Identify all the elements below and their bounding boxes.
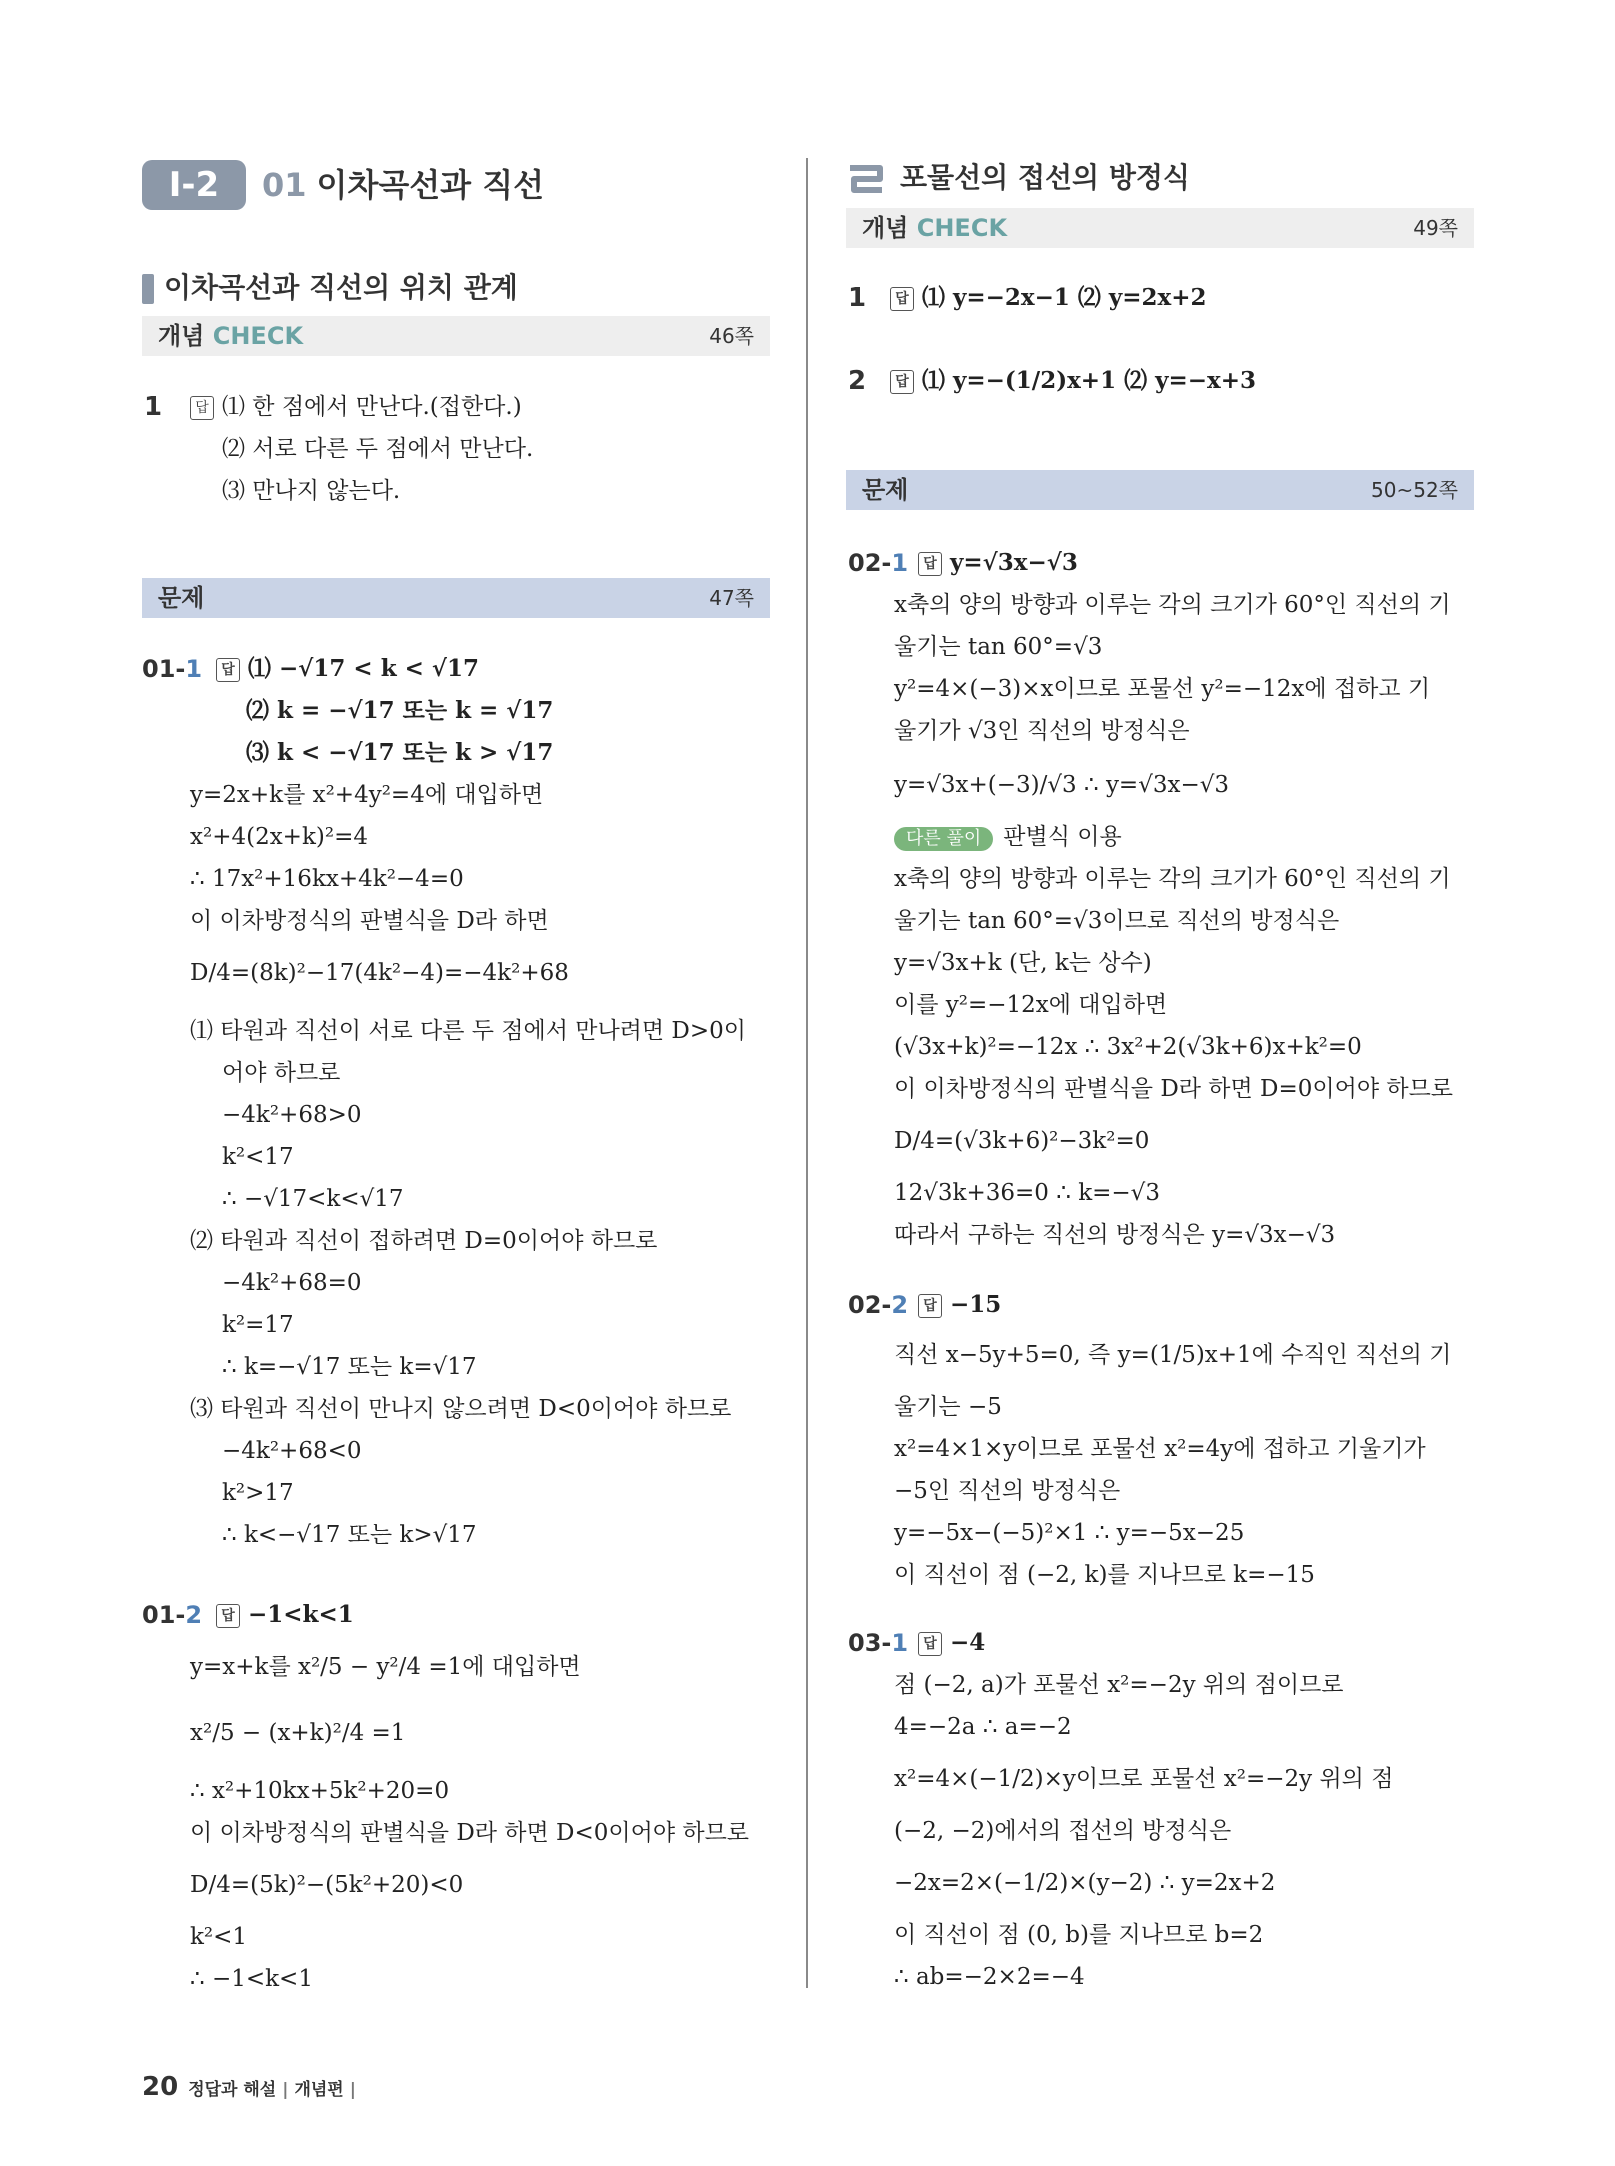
- problem-01-1-line-13: k²=17: [222, 1312, 294, 1338]
- problem-01-1-line-11: ⑵ 타원과 직선이 접하려면 D=0이어야 하므로: [190, 1228, 658, 1254]
- problem-01-1-line-16: −4k²+68<0: [222, 1438, 362, 1464]
- subsection-2-title: [846, 158, 1190, 198]
- problem-02-1-number: 02-1: [848, 549, 909, 577]
- problem-01-1-answer-1: 답 ⑴ −√17 < k < √17: [216, 654, 479, 684]
- problem-bar-label: 문제: [862, 476, 909, 504]
- problem-01-2-line-5: D/4=(5k)²−(5k²+20)<0: [190, 1872, 464, 1898]
- problem-02-1-alt-header: 다른 풀이 판별식 이용: [894, 822, 1122, 852]
- page-footer: [142, 2072, 362, 2105]
- concept-check-bar-right: [846, 208, 1474, 248]
- book-part: 개념편: [294, 2080, 344, 2100]
- problem-02-1-line-1: x축의 양의 방향과 이루는 각의 크기가 60°인 직선의 기: [894, 592, 1451, 618]
- problem-bar-page: 50~52쪽: [1371, 478, 1458, 502]
- concept-check-bar-left: [142, 316, 770, 356]
- problem-02-1-alt-line-1: x축의 양의 방향과 이루는 각의 크기가 60°인 직선의 기: [894, 866, 1451, 892]
- problem-02-2-answer: 답 −15: [918, 1290, 1001, 1320]
- problem-01-1-line-3: ∴ 17x²+16kx+4k²−4=0: [190, 866, 464, 892]
- problem-03-1-answer: 답 −4: [918, 1628, 985, 1658]
- problem-02-2-number: 02-2: [848, 1291, 909, 1319]
- problem-02-1-alt-line-4: 이를 y²=−12x에 대입하면: [894, 992, 1168, 1018]
- problem-02-1-line-3: y²=4×(−3)×x이므로 포물선 y²=−12x에 접하고 기: [894, 676, 1431, 702]
- problem-02-2-line-1: 직선 x−5y+5=0, 즉 y=(1/5)x+1에 수직인 직선의 기: [894, 1342, 1452, 1368]
- problem-bar-left: [142, 578, 770, 618]
- problem-03-1-number: 03-1: [848, 1629, 909, 1657]
- problem-02-1-alt-line-7: D/4=(√3k+6)²−3k²=0: [894, 1128, 1150, 1154]
- problem-03-1-line-2: 4=−2a ∴ a=−2: [894, 1714, 1072, 1740]
- concept-check-page: 49쪽: [1413, 216, 1458, 240]
- answer-icon: 답: [190, 396, 214, 420]
- alt-solution-badge: 다른 풀이: [894, 827, 993, 851]
- answer-icon: 답: [918, 552, 942, 576]
- problem-03-1-line-4: (−2, −2)에서의 접선의 방정식은: [894, 1818, 1232, 1844]
- answer-icon: 답: [918, 1632, 942, 1656]
- problem-01-2-line-6: k²<1: [190, 1924, 248, 1950]
- problem-02-2-line-4: −5인 직선의 방정식은: [894, 1478, 1121, 1504]
- question-r1-answer: 답 ⑴ y=−2x−1 ⑵ y=2x+2: [890, 283, 1207, 313]
- number-2-icon: [846, 164, 886, 194]
- question-1-answer-line-3: ⑶ 만나지 않는다.: [222, 478, 401, 504]
- problem-bar-right: [846, 470, 1474, 510]
- subsection-1-marker: [142, 274, 154, 304]
- page-number: 20: [142, 2072, 179, 2102]
- question-r1-number: 1: [848, 283, 867, 313]
- answer-icon: 답: [216, 1604, 240, 1628]
- problem-01-2-answer: 답 −1<k<1: [216, 1600, 354, 1630]
- section-title: [262, 160, 544, 210]
- concept-check-label: 개념 CHECK: [158, 322, 304, 350]
- answer-icon: 답: [216, 658, 240, 682]
- problem-01-2-line-7: ∴ −1<k<1: [190, 1966, 313, 1992]
- subsection-2-title-text: 포물선의 접선의 방정식: [900, 161, 1190, 194]
- problem-01-2-number: 01-2: [142, 1601, 203, 1629]
- problem-01-1-line-4: 이 이차방정식의 판별식을 D라 하면: [190, 908, 549, 934]
- footer-separator: |: [282, 2080, 289, 2100]
- footer-separator-end: |: [349, 2080, 356, 2100]
- problem-02-2-line-2: 울기는 −5: [894, 1394, 1002, 1420]
- problem-01-1-line-9: k²<17: [222, 1144, 294, 1170]
- problem-01-2-line-3: ∴ x²+10kx+5k²+20=0: [190, 1778, 450, 1804]
- problem-02-2-line-3: x²=4×1×y이므로 포물선 x²=4y에 접하고 기울기가: [894, 1436, 1426, 1462]
- question-1-number: 1: [144, 392, 163, 422]
- problem-01-1-answer-2: ⑵ k = −√17 또는 k = √17: [246, 697, 554, 724]
- book-title: 정답과 해설: [188, 2080, 277, 2100]
- problem-02-1-alt-line-3: y=√3x+k (단, k는 상수): [894, 950, 1152, 976]
- problem-01-1-line-12: −4k²+68=0: [222, 1270, 362, 1296]
- problem-01-1-line-14: ∴ k=−√17 또는 k=√17: [222, 1354, 477, 1380]
- problem-02-1-alt-line-9: 따라서 구하는 직선의 방정식은 y=√3x−√3: [894, 1222, 1336, 1248]
- subsection-1-title: [142, 268, 518, 308]
- problem-01-1-line-18: ∴ k<−√17 또는 k>√17: [222, 1522, 477, 1548]
- question-r2-number: 2: [848, 366, 867, 396]
- problem-02-1-alt-line-6: 이 이차방정식의 판별식을 D라 하면 D=0이어야 하므로: [894, 1076, 1454, 1102]
- section-number: 01: [262, 166, 307, 204]
- problem-01-1-line-17: k²>17: [222, 1480, 294, 1506]
- problem-01-1-line-7: 어야 하므로: [222, 1060, 341, 1086]
- problem-01-1-line-15: ⑶ 타원과 직선이 만나지 않으려면 D<0이어야 하므로: [190, 1396, 732, 1422]
- problem-02-1-answer: 답 y=√3x−√3: [918, 548, 1078, 578]
- problem-bar-label: 문제: [158, 584, 205, 612]
- problem-03-1-line-5: −2x=2×(−1/2)×(y−2) ∴ y=2x+2: [894, 1870, 1276, 1896]
- problem-01-1-line-10: ∴ −√17<k<√17: [222, 1186, 404, 1212]
- problem-bar-page: 47쪽: [709, 586, 754, 610]
- question-r2-answer: 답 ⑴ y=−(1/2)x+1 ⑵ y=−x+3: [890, 366, 1256, 396]
- section-title-text: 이차곡선과 직선: [316, 166, 545, 204]
- answer-icon: 답: [918, 1294, 942, 1318]
- section-badge: Ⅰ-2: [142, 160, 246, 210]
- problem-03-1-line-7: ∴ ab=−2×2=−4: [894, 1964, 1085, 1990]
- concept-check-page: 46쪽: [709, 324, 754, 348]
- problem-01-1-line-5: D/4=(8k)²−17(4k²−4)=−4k²+68: [190, 960, 569, 986]
- problem-02-1-alt-line-2: 울기는 tan 60°=√3이므로 직선의 방정식은: [894, 908, 1340, 934]
- problem-02-1-line-5: y=√3x+(−3)/√3 ∴ y=√3x−√3: [894, 772, 1230, 798]
- problem-02-2-line-6: 이 직선이 점 (−2, k)를 지나므로 k=−15: [894, 1562, 1315, 1588]
- problem-02-2-line-5: y=−5x−(−5)²×1 ∴ y=−5x−25: [894, 1520, 1245, 1546]
- problem-01-1-line-6: ⑴ 타원과 직선이 서로 다른 두 점에서 만나려면 D>0이: [190, 1018, 746, 1044]
- subsection-1-title-text: 이차곡선과 직선의 위치 관계: [164, 271, 518, 304]
- problem-02-1-line-4: 울기가 √3인 직선의 방정식은: [894, 718, 1190, 744]
- concept-check-label: 개념 CHECK: [862, 214, 1008, 242]
- question-1-answer-line-1: 답 ⑴ 한 점에서 만난다.(접한다.): [190, 392, 522, 422]
- problem-01-1-line-2: x²+4(2x+k)²=4: [190, 824, 368, 850]
- problem-02-1-line-2: 울기는 tan 60°=√3: [894, 634, 1103, 660]
- problem-01-2-line-4: 이 이차방정식의 판별식을 D라 하면 D<0이어야 하므로: [190, 1820, 750, 1846]
- problem-03-1-line-6: 이 직선이 점 (0, b)를 지나므로 b=2: [894, 1922, 1264, 1948]
- question-1-answer-line-2: ⑵ 서로 다른 두 점에서 만난다.: [222, 436, 534, 462]
- problem-01-1-line-1: y=2x+k를 x²+4y²=4에 대입하면: [190, 782, 544, 808]
- problem-03-1-line-1: 점 (−2, a)가 포물선 x²=−2y 위의 점이므로: [894, 1672, 1344, 1698]
- problem-01-1-number: 01-1: [142, 655, 203, 683]
- answer-icon: 답: [890, 370, 914, 394]
- problem-01-2-line-1: y=x+k를 x²/5 − y²/4 =1에 대입하면: [190, 1654, 581, 1680]
- answer-icon: 답: [890, 287, 914, 311]
- problem-01-2-line-2: x²/5 − (x+k)²/4 =1: [190, 1720, 406, 1746]
- problem-02-1-alt-line-8: 12√3k+36=0 ∴ k=−√3: [894, 1180, 1160, 1206]
- problem-01-1-line-8: −4k²+68>0: [222, 1102, 362, 1128]
- problem-03-1-line-3: x²=4×(−1/2)×y이므로 포물선 x²=−2y 위의 점: [894, 1766, 1394, 1792]
- column-divider: [806, 158, 808, 1988]
- problem-02-1-alt-line-5: (√3x+k)²=−12x ∴ 3x²+2(√3k+6)x+k²=0: [894, 1034, 1362, 1060]
- problem-01-1-answer-3: ⑶ k < −√17 또는 k > √17: [246, 739, 554, 766]
